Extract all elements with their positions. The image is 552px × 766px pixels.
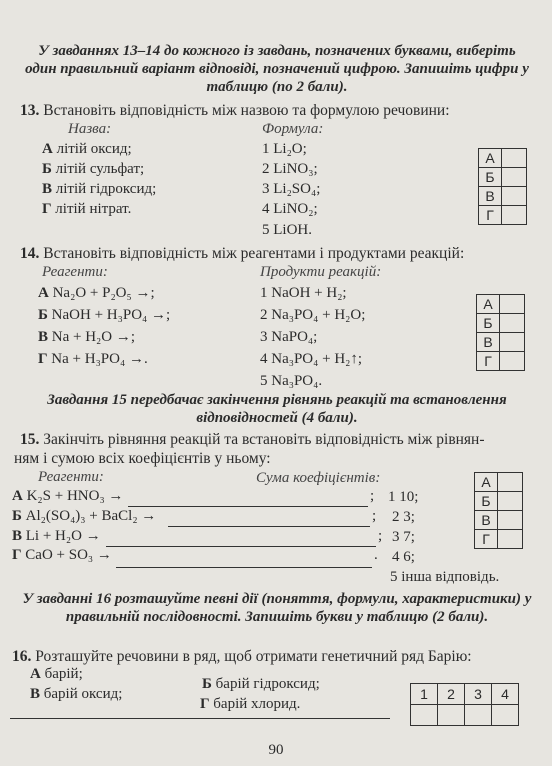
q13-answer-cell-a[interactable] xyxy=(502,149,527,168)
q15-blank-g[interactable] xyxy=(116,555,372,568)
q13-answer-cell-g[interactable] xyxy=(502,206,527,225)
q15-table-label-v: В xyxy=(475,511,498,530)
q13-table-label-a: А xyxy=(479,149,502,168)
q16-table-header-1: 1 xyxy=(411,684,438,705)
q13-right-header: Формула: xyxy=(262,121,324,137)
q15-table-label-a: А xyxy=(475,473,498,492)
q16-item-g: Г барій хлорид. xyxy=(200,696,301,712)
q14-product-4: 4 Na₃PO₄ + H₂↑; xyxy=(260,351,363,367)
question-15-line1 xyxy=(20,431,485,449)
q15-answer-cell-a[interactable] xyxy=(498,473,523,492)
q14-option-b: Б NaOH + H₃PO₄ →; xyxy=(38,307,171,323)
q14-option-a: А Na₂O + P₂O₅ →; xyxy=(38,285,155,301)
q15-sep-a: ; xyxy=(370,488,375,504)
q15-blank-a[interactable] xyxy=(128,494,368,507)
q16-table-header-2: 2 xyxy=(438,684,465,705)
q16-answer-cell-1[interactable] xyxy=(411,705,438,726)
q14-answer-cell-g[interactable] xyxy=(500,352,525,371)
question-16-text: Розташуйте речовини в ряд, щоб отримати генетичний ряд Барію: xyxy=(35,648,472,665)
question-15-text-1: Закінчіть рівняння реакцій та встановіть відповідність між рівнян- xyxy=(43,431,485,448)
q14-product-5: 5 Na₃PO₄. xyxy=(260,373,323,389)
page-number: 90 xyxy=(268,742,284,758)
q15-option-v: В Li + H₂O → xyxy=(12,528,101,544)
q15-answer-cell-v[interactable] xyxy=(498,511,523,530)
question-16 xyxy=(12,648,472,666)
q15-sep-g: . xyxy=(374,547,378,563)
q15-sep-v: ; xyxy=(378,528,383,544)
q16-table-header-3: 3 xyxy=(465,684,492,705)
q14-product-3: 3 NaPO₄; xyxy=(260,329,318,345)
question-14 xyxy=(20,245,464,263)
q15-sum-1: 1 10; xyxy=(388,489,419,505)
instruction-13-14: У завданнях 13–14 до кожного із завдань, позначених буквами, виберіть один правильний варіант відповіді, позначений цифрою. Запишіть цифри у таблицю (по 2 бали). xyxy=(25,43,529,95)
q13-formula-1: 1 Li₂O; xyxy=(262,141,307,157)
q15-sum-3: 3 7; xyxy=(392,529,415,545)
q13-answer-cell-b[interactable] xyxy=(502,168,527,187)
q13-option-g: Г літій нітрат. xyxy=(42,201,132,217)
q15-right-header: Сума коефіцієнтів: xyxy=(256,470,381,486)
q15-blank-v[interactable] xyxy=(106,534,376,547)
q14-product-1: 1 NaOH + H₂; xyxy=(260,285,347,301)
q13-option-a: А літій оксид; xyxy=(42,141,132,157)
q14-answer-cell-b[interactable] xyxy=(500,314,525,333)
q13-answer-table xyxy=(478,148,527,225)
q15-table-label-b: Б xyxy=(475,492,498,511)
q13-formula-4: 4 LiNO₂; xyxy=(262,201,318,217)
question-13 xyxy=(20,102,450,120)
q15-answer-table xyxy=(474,472,523,549)
q14-answer-cell-a[interactable] xyxy=(500,295,525,314)
q15-blank-b[interactable] xyxy=(168,514,370,527)
q15-option-b: Б Al₂(SO₄)₃ + BaCl₂ → xyxy=(12,508,157,524)
question-13-text: Встановіть відповідність між назвою та формулою речовини: xyxy=(43,102,450,119)
question-15-text-2: ням і сумою всіх коефіцієнтів у ньому: xyxy=(14,450,271,467)
q13-formula-2: 2 LiNO₃; xyxy=(262,161,318,177)
q16-item-v: В барій оксид; xyxy=(30,686,123,702)
question-14-text: Встановіть відповідність між реагентами і продуктами реакцій: xyxy=(43,245,465,262)
q15-left-header: Реагенти: xyxy=(38,469,104,485)
q14-table-label-a: А xyxy=(477,295,500,314)
q15-option-g: Г CaO + SO₃ → xyxy=(12,547,112,563)
q16-answer-cell-2[interactable] xyxy=(438,705,465,726)
q13-formula-3: 3 Li₂SO₄; xyxy=(262,181,321,197)
q16-answer-cell-3[interactable] xyxy=(465,705,492,726)
q14-left-header: Реагенти: xyxy=(42,264,108,280)
q13-table-label-v: В xyxy=(479,187,502,206)
q15-answer-cell-b[interactable] xyxy=(498,492,523,511)
q15-sum-2: 2 3; xyxy=(392,509,415,525)
q13-formula-5: 5 LiOH. xyxy=(262,222,312,238)
q13-left-header: Назва: xyxy=(68,121,112,137)
question-15-number: 15. xyxy=(20,431,40,448)
q15-table-label-g: Г xyxy=(475,530,498,549)
q14-answer-cell-v[interactable] xyxy=(500,333,525,352)
q14-product-2: 2 Na₃PO₄ + H₂O; xyxy=(260,307,366,323)
q14-right-header: Продукти реакцій: xyxy=(260,264,382,280)
question-16-number: 16. xyxy=(12,648,32,665)
q16-table-header-4: 4 xyxy=(492,684,519,705)
q15-answer-cell-g[interactable] xyxy=(498,530,523,549)
q13-option-v: В літій гідроксид; xyxy=(42,181,157,197)
q15-option-a: А K₂S + HNO₃ → xyxy=(12,488,124,504)
question-13-number: 13. xyxy=(20,102,40,119)
q13-option-b: Б літій сульфат; xyxy=(42,161,145,177)
q15-sep-b: ; xyxy=(372,508,377,524)
q16-item-a: А барій; xyxy=(30,666,83,682)
q16-item-b: Б барій гідроксид; xyxy=(202,676,320,692)
q16-answer-line[interactable] xyxy=(10,718,390,719)
q13-answer-cell-v[interactable] xyxy=(502,187,527,206)
q14-table-label-b: Б xyxy=(477,314,500,333)
q14-answer-table xyxy=(476,294,525,371)
q14-table-label-v: В xyxy=(477,333,500,352)
q14-option-v: В Na + H₂O →; xyxy=(38,329,136,345)
q14-option-g: Г Na + H₃PO₄ →. xyxy=(38,351,148,367)
q13-table-label-b: Б xyxy=(479,168,502,187)
instruction-16: У завданні 16 розташуйте певні дії (поняття, формули, характеристики) у правильній послідовності. Запишіть букви у таблицю (2 бали). xyxy=(22,591,532,625)
q15-sum-4: 4 6; xyxy=(392,549,415,565)
q13-table-label-g: Г xyxy=(479,206,502,225)
instruction-15: Завдання 15 передбачає закінчення рівнянь реакцій та встановлення відповідностей (4 бали). xyxy=(47,392,507,426)
q15-sum-5: 5 інша відповідь. xyxy=(390,569,500,585)
q14-table-label-g: Г xyxy=(477,352,500,371)
question-14-number: 14. xyxy=(20,245,40,262)
q16-answer-cell-4[interactable] xyxy=(492,705,519,726)
q16-answer-table xyxy=(410,683,519,726)
